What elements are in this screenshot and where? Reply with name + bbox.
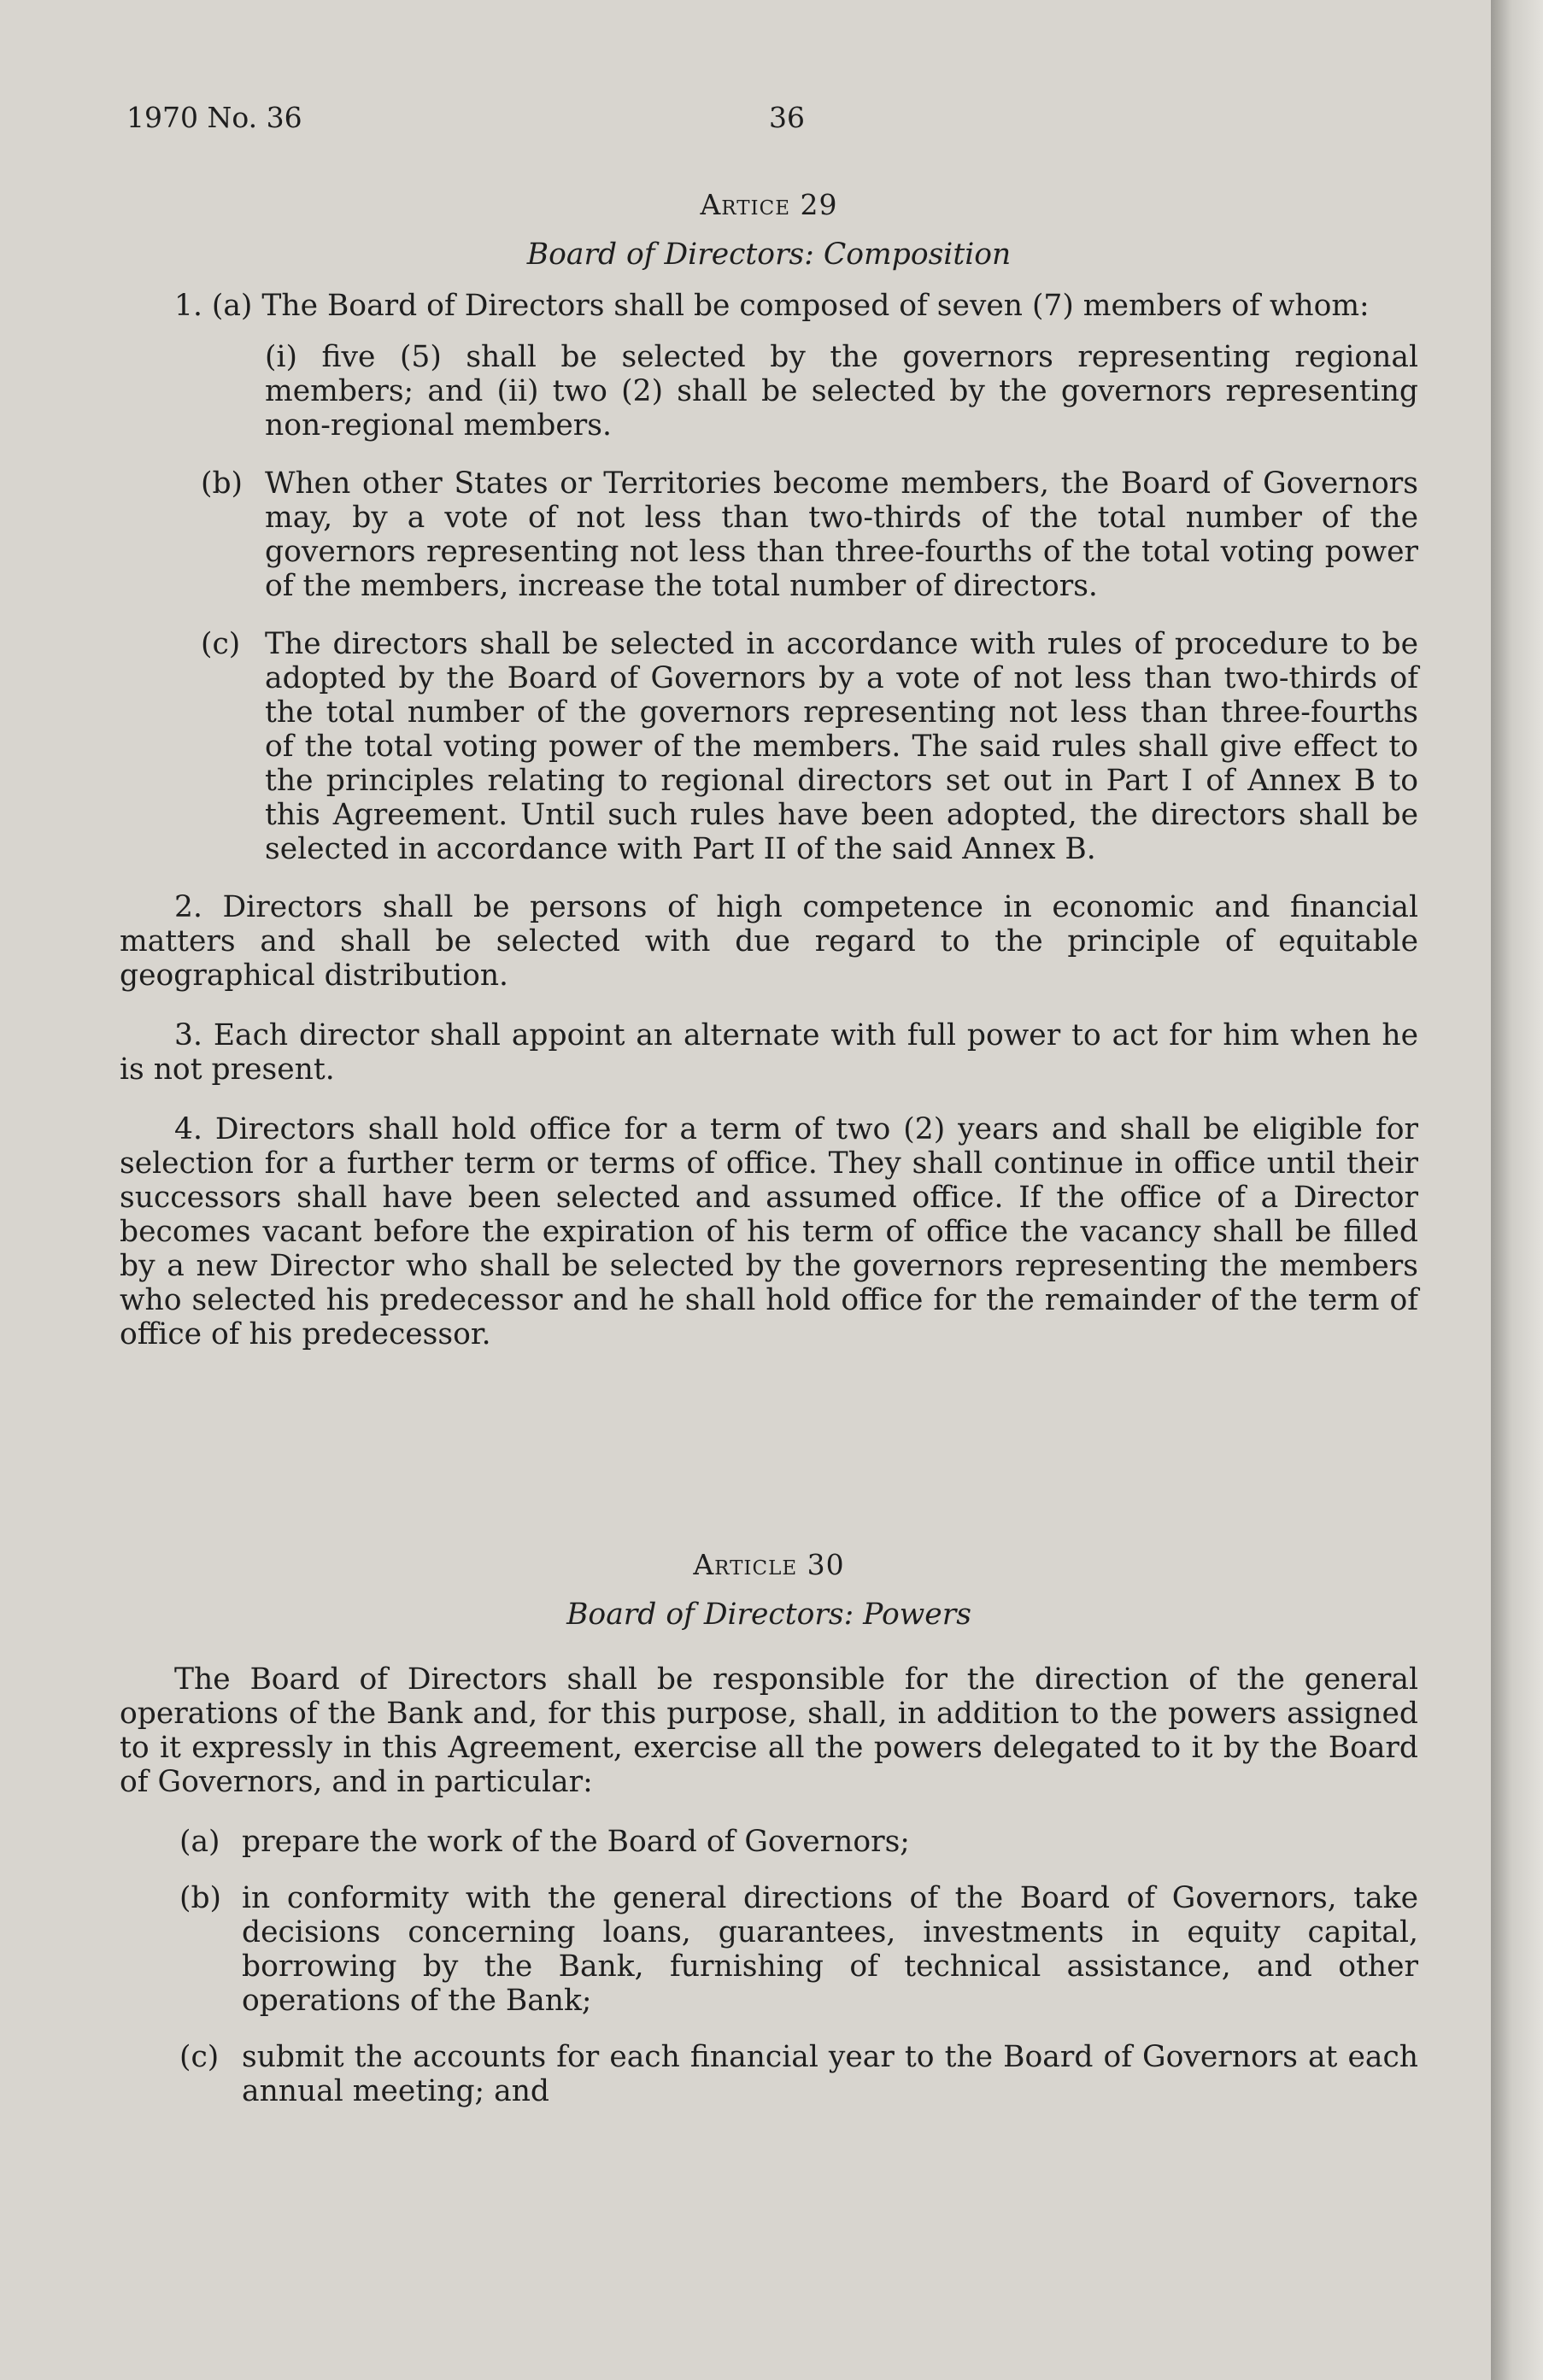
item-text: When other States or Territories become members, the Board of Governors may, by a vote of not less than two-thirds of the total number of the governors representing not less than three-fourths of the total voting power of the members, increase the total number of directors.: [265, 466, 1418, 603]
article-29-subtitle: Board of Directors: Composition: [526, 237, 1012, 272]
article-29-para-2: 2. Directors shall be persons of high competence in economic and financial matters and shall be selected with due regard to the principle of equitable geographical distribution.: [120, 890, 1418, 993]
article-29-para-3: 3. Each director shall appoint an alternate with full power to act for him when he is not present.: [120, 1018, 1418, 1087]
item-label: (a): [179, 1825, 220, 1859]
article-30-title: Article 30: [693, 1548, 845, 1581]
header-year-number: 1970 No. 36: [126, 101, 302, 134]
article-29-item-c: [120, 627, 1418, 866]
section-gap: [120, 1377, 1418, 1548]
page-gutter: [1491, 0, 1543, 2380]
item-label: (c): [201, 627, 241, 661]
item-label: (b): [201, 466, 243, 501]
item-text: The directors shall be selected in accordance with rules of procedure to be adopted by the Board of Governors by a vote of not less than two-thirds of the total number of the governors representing not less than three-fourths of the total voting power of the members. The said rules shall give effect to the principles relating to regional directors set out in Part I of Annex B to this Agreement. Until such rules have been adopted, the directors shall be selected in accordance with Part II of the said Annex B.: [265, 627, 1418, 866]
article-29-para-1-sub: (i) five (5) shall be selected by the governors representing regional members; and (ii) two (2) shall be selected by the governors representing non-regional members.: [265, 340, 1418, 443]
header-page-number: 36: [769, 101, 805, 134]
article-30-subtitle: Board of Directors: Powers: [566, 1597, 971, 1632]
item-label: (c): [179, 2040, 220, 2074]
article-30-item-b: [120, 1881, 1418, 2018]
article-30-item-c: [120, 2040, 1418, 2108]
article-30-intro: The Board of Directors shall be responsible for the direction of the general operations of the Bank and, for this purpose, shall, in addition to the powers assigned to it expressly in this Agreement, exercise all the powers delegated to it by the Board of Governors, and in particular:: [120, 1662, 1418, 1799]
article-29-para-4: 4. Directors shall hold office for a term of two (2) years and shall be eligible for selection for a further term or terms of office. They shall continue in office until their successors shall have been selected and assumed office. If the office of a Director becomes vacant before the expiration of his term of office the vacancy shall be filled by a new Director who shall be selected by the governors representing the members who selected his predecessor and he shall hold office for the remainder of the term of office of his predecessor.: [120, 1112, 1418, 1351]
item-text: submit the accounts for each financial year to the Board of Governors at each annual meeting; and: [242, 2040, 1418, 2108]
article-29-item-b: [120, 466, 1418, 603]
item-label: (b): [179, 1881, 222, 1915]
item-text: prepare the work of the Board of Governors;: [242, 1825, 910, 1859]
article-29-para-1-intro: 1. (a) The Board of Directors shall be composed of seven (7) members of whom:: [174, 289, 1370, 323]
item-text: in conformity with the general directions of the Board of Governors, take decisions concerning loans, guarantees, investments in equity capital, borrowing by the Bank, furnishing of technical assistance, and other operations of the Bank;: [242, 1881, 1418, 2018]
article-30-item-a: [120, 1825, 1418, 1859]
article-29-title: Artice 29: [700, 188, 838, 221]
page-content: [120, 188, 1418, 2131]
